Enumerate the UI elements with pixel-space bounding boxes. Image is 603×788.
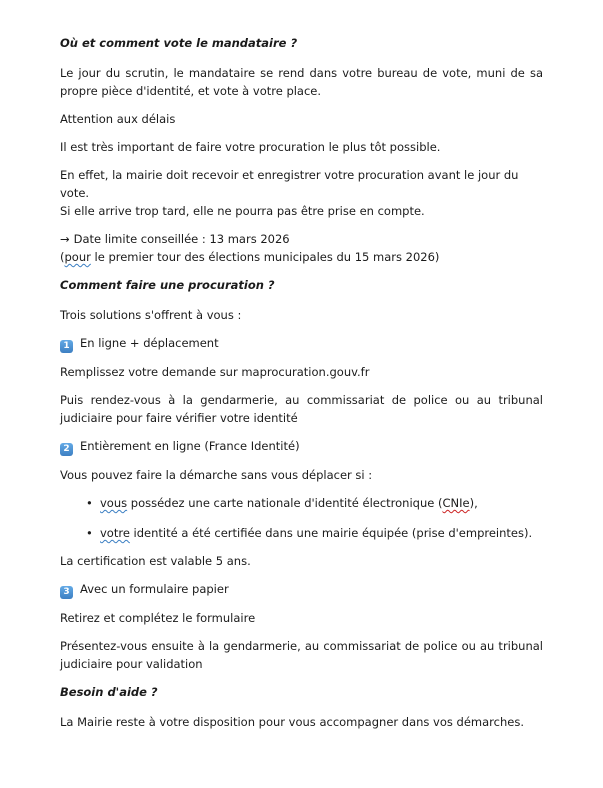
keycap-3-icon: 3 xyxy=(60,586,73,599)
option-1 xyxy=(60,334,543,353)
bullet-icon: • xyxy=(86,526,93,540)
deadline-line2 xyxy=(60,248,543,266)
heading-comment-faire: Comment faire une procuration ? xyxy=(60,278,275,292)
flagged-word-cnie: CNIe xyxy=(442,496,470,510)
deadline-text: Date limite conseillée : 13 mars 2026 xyxy=(73,232,290,246)
para-trois-solutions: Trois solutions s'offrent à vous : xyxy=(60,308,242,322)
para-attention-delais: Attention aux délais xyxy=(60,112,176,126)
option-3 xyxy=(60,580,543,599)
option-1-label: En ligne + déplacement xyxy=(80,336,219,350)
para-retirez: Retirez et complétez le formulaire xyxy=(60,611,256,625)
para-mairie-line1: En effet, la mairie doit recevoir et enregistrer votre procuration avant le jour du vote. xyxy=(60,168,519,200)
para-vous-pouvez: Vous pouvez faire la démarche sans vous déplacer si : xyxy=(60,468,373,482)
keycap-2-icon: 2 xyxy=(60,443,73,456)
para-mairie-enregistrer xyxy=(60,166,543,220)
para-presentez: Présentez-vous ensuite à la gendarmerie, au commissariat de police ou au tribunal judiciaire pour validation xyxy=(60,639,543,671)
para-remplissez: Remplissez votre demande sur maprocuration.gouv.fr xyxy=(60,365,370,379)
para-puis-rendez-vous: Puis rendez-vous à la gendarmerie, au commissariat de police ou au tribunal judiciaire pour faire vérifier votre identité xyxy=(60,393,543,425)
bullet1-text: possédez une carte nationale d'identité électronique ( xyxy=(127,496,443,510)
bullet2-text: identité a été certifiée dans une mairie équipée (prise d'empreintes). xyxy=(129,526,533,540)
deadline-line2-rest: le premier tour des élections municipales du 15 mars 2026) xyxy=(90,250,440,264)
list-item-cnie xyxy=(60,494,543,512)
deadline-line2-open: ( xyxy=(60,250,65,264)
para-mairie-disposition: La Mairie reste à votre disposition pour vous accompagner dans vos démarches. xyxy=(60,715,524,729)
flagged-word-vous: vous xyxy=(100,496,128,510)
para-deadline xyxy=(60,230,543,266)
para-certification-valable: La certification est valable 5 ans. xyxy=(60,554,251,568)
list-item-certification xyxy=(60,524,543,542)
arrow-right-icon: → xyxy=(60,232,70,246)
deadline-line1 xyxy=(60,230,543,248)
para-scrutin: Le jour du scrutin, le mandataire se rend dans votre bureau de vote, muni de sa propre pièce d'identité, et vote à votre place. xyxy=(60,66,543,98)
option-2 xyxy=(60,437,543,456)
heading-besoin-aide: Besoin d'aide ? xyxy=(60,685,158,699)
flagged-word-pour: pour xyxy=(64,250,91,264)
conditions-list xyxy=(60,494,543,542)
para-mairie-line2: Si elle arrive trop tard, elle ne pourra pas être prise en compte. xyxy=(60,204,425,218)
heading-mandataire: Où et comment vote le mandataire ? xyxy=(60,36,298,50)
para-important: Il est très important de faire votre procuration le plus tôt possible. xyxy=(60,140,441,154)
flagged-word-votre: votre xyxy=(100,526,130,540)
option-3-label: Avec un formulaire papier xyxy=(80,582,229,596)
keycap-1-icon: 1 xyxy=(60,340,73,353)
bullet-icon: • xyxy=(86,496,93,510)
bullet1-end: ), xyxy=(469,496,478,510)
option-2-label: Entièrement en ligne (France Identité) xyxy=(80,439,300,453)
